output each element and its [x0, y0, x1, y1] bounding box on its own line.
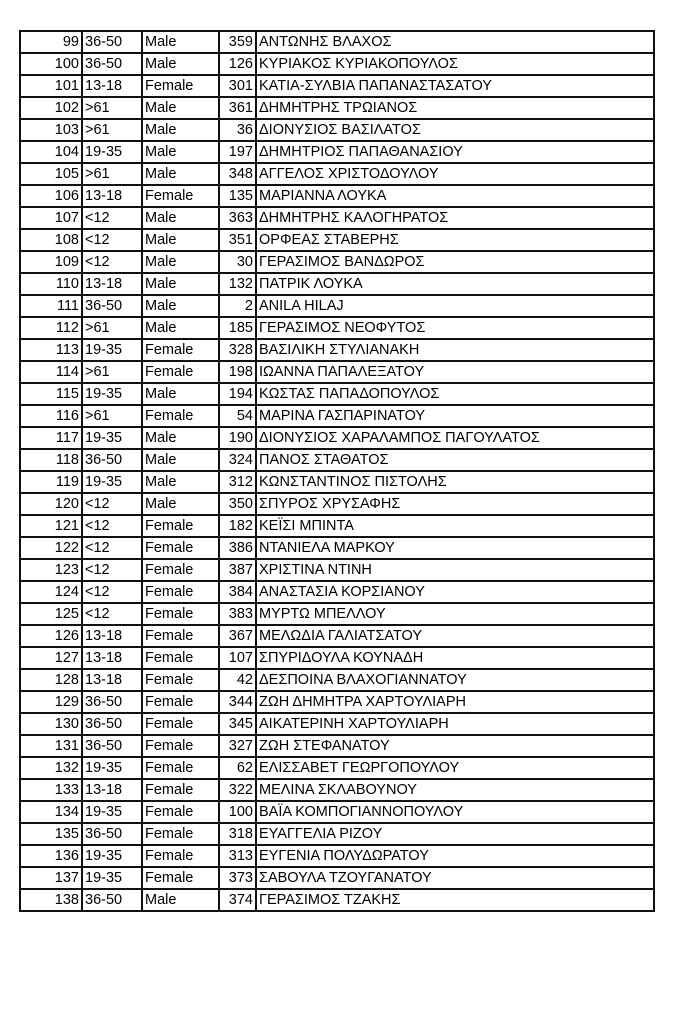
bib-number-cell: 318 [219, 823, 256, 845]
gender-cell: Male [142, 317, 219, 339]
name-cell: ΔΗΜΗΤΡΗΣ ΚΑΛΟΓΗΡΑΤΟΣ [256, 207, 654, 229]
age-group-cell: 19-35 [82, 383, 142, 405]
rank-cell: 108 [20, 229, 82, 251]
rank-cell: 118 [20, 449, 82, 471]
gender-cell: Female [142, 339, 219, 361]
bib-number-cell: 351 [219, 229, 256, 251]
bib-number-cell: 100 [219, 801, 256, 823]
age-group-cell: >61 [82, 405, 142, 427]
bib-number-cell: 374 [219, 889, 256, 911]
rank-cell: 124 [20, 581, 82, 603]
age-group-cell: >61 [82, 119, 142, 141]
age-group-cell: 19-35 [82, 801, 142, 823]
name-cell: ΝΤΑΝΙΕΛΑ ΜΑΡΚΟΥ [256, 537, 654, 559]
age-group-cell: 19-35 [82, 867, 142, 889]
bib-number-cell: 384 [219, 581, 256, 603]
rank-cell: 105 [20, 163, 82, 185]
bib-number-cell: 387 [219, 559, 256, 581]
bib-number-cell: 345 [219, 713, 256, 735]
bib-number-cell: 126 [219, 53, 256, 75]
bib-number-cell: 182 [219, 515, 256, 537]
gender-cell: Male [142, 471, 219, 493]
rank-cell: 134 [20, 801, 82, 823]
age-group-cell: 36-50 [82, 823, 142, 845]
gender-cell: Male [142, 383, 219, 405]
bib-number-cell: 313 [219, 845, 256, 867]
name-cell: ΜΑΡΙΑΝΝΑ ΛΟΥΚΑ [256, 185, 654, 207]
rank-cell: 135 [20, 823, 82, 845]
gender-cell: Male [142, 53, 219, 75]
gender-cell: Female [142, 581, 219, 603]
age-group-cell: 36-50 [82, 53, 142, 75]
age-group-cell: <12 [82, 559, 142, 581]
bib-number-cell: 383 [219, 603, 256, 625]
age-group-cell: 19-35 [82, 845, 142, 867]
age-group-cell: 13-18 [82, 185, 142, 207]
bib-number-cell: 324 [219, 449, 256, 471]
bib-number-cell: 54 [219, 405, 256, 427]
bib-number-cell: 301 [219, 75, 256, 97]
age-group-cell: >61 [82, 317, 142, 339]
gender-cell: Male [142, 295, 219, 317]
rank-cell: 116 [20, 405, 82, 427]
bib-number-cell: 344 [219, 691, 256, 713]
age-group-cell: <12 [82, 207, 142, 229]
name-cell: ΔΙΟΝΥΣΙΟΣ ΧΑΡΑΛΑΜΠΟΣ ΠΑΓΟΥΛΑΤΟΣ [256, 427, 654, 449]
table-row [20, 493, 654, 515]
name-cell: ΜΕΛΩΔΙΑ ΓΑΛΙΑΤΣΑΤΟΥ [256, 625, 654, 647]
age-group-cell: 13-18 [82, 625, 142, 647]
age-group-cell: 36-50 [82, 735, 142, 757]
gender-cell: Female [142, 559, 219, 581]
rank-cell: 103 [20, 119, 82, 141]
gender-cell: Female [142, 75, 219, 97]
age-group-cell: 36-50 [82, 889, 142, 911]
rank-cell: 107 [20, 207, 82, 229]
gender-cell: Male [142, 141, 219, 163]
age-group-cell: 36-50 [82, 31, 142, 53]
table-row [20, 669, 654, 691]
table-row [20, 75, 654, 97]
table-row [20, 185, 654, 207]
gender-cell: Female [142, 779, 219, 801]
bib-number-cell: 322 [219, 779, 256, 801]
bib-number-cell: 194 [219, 383, 256, 405]
name-cell: ΔΗΜΗΤΡΗΣ ΤΡΩΙΑΝΟΣ [256, 97, 654, 119]
table-row [20, 273, 654, 295]
results-table-body [20, 31, 654, 911]
gender-cell: Male [142, 427, 219, 449]
table-row [20, 251, 654, 273]
rank-cell: 121 [20, 515, 82, 537]
age-group-cell: 36-50 [82, 295, 142, 317]
table-row [20, 317, 654, 339]
age-group-cell: 36-50 [82, 713, 142, 735]
age-group-cell: <12 [82, 493, 142, 515]
age-group-cell: 36-50 [82, 691, 142, 713]
age-group-cell: >61 [82, 163, 142, 185]
table-row [20, 361, 654, 383]
name-cell: ΚΑΤΙΑ-ΣΥΛΒΙΑ ΠΑΠΑΝΑΣΤΑΣΑΤΟΥ [256, 75, 654, 97]
table-row [20, 119, 654, 141]
name-cell: ΜΕΛΙΝΑ ΣΚΛΑΒΟΥΝΟΥ [256, 779, 654, 801]
table-row [20, 405, 654, 427]
gender-cell: Male [142, 493, 219, 515]
table-row [20, 779, 654, 801]
gender-cell: Male [142, 97, 219, 119]
table-row [20, 559, 654, 581]
bib-number-cell: 363 [219, 207, 256, 229]
gender-cell: Female [142, 625, 219, 647]
rank-cell: 127 [20, 647, 82, 669]
age-group-cell: 19-35 [82, 471, 142, 493]
name-cell: ΒΑΣΙΛΙΚΗ ΣΤΥΛΙΑΝΑΚΗ [256, 339, 654, 361]
name-cell: ΚΥΡΙΑΚΟΣ ΚΥΡΙΑΚΟΠΟΥΛΟΣ [256, 53, 654, 75]
gender-cell: Female [142, 713, 219, 735]
bib-number-cell: 359 [219, 31, 256, 53]
bib-number-cell: 62 [219, 757, 256, 779]
name-cell: ΒΑΪΑ ΚΟΜΠΟΓΙΑΝΝΟΠΟΥΛΟΥ [256, 801, 654, 823]
rank-cell: 106 [20, 185, 82, 207]
gender-cell: Female [142, 691, 219, 713]
rank-cell: 137 [20, 867, 82, 889]
bib-number-cell: 328 [219, 339, 256, 361]
gender-cell: Male [142, 119, 219, 141]
bib-number-cell: 350 [219, 493, 256, 515]
name-cell: ΖΩΗ ΣΤΕΦΑΝΑΤΟΥ [256, 735, 654, 757]
gender-cell: Female [142, 361, 219, 383]
gender-cell: Female [142, 669, 219, 691]
name-cell: ΕΛΙΣΣΑΒΕΤ ΓΕΩΡΓΟΠΟΥΛΟΥ [256, 757, 654, 779]
bib-number-cell: 185 [219, 317, 256, 339]
table-row [20, 713, 654, 735]
table-row [20, 383, 654, 405]
rank-cell: 111 [20, 295, 82, 317]
gender-cell: Female [142, 823, 219, 845]
name-cell: ΓΕΡΑΣΙΜΟΣ ΤΖΑΚΗΣ [256, 889, 654, 911]
table-row [20, 691, 654, 713]
age-group-cell: <12 [82, 581, 142, 603]
name-cell: ΙΩΑΝΝΑ ΠΑΠΑΛΕΞΑΤΟΥ [256, 361, 654, 383]
table-row [20, 471, 654, 493]
name-cell: ΜΥΡΤΩ ΜΠΕΛΛΟΥ [256, 603, 654, 625]
table-row [20, 515, 654, 537]
table-row [20, 31, 654, 53]
gender-cell: Male [142, 889, 219, 911]
rank-cell: 102 [20, 97, 82, 119]
bib-number-cell: 367 [219, 625, 256, 647]
name-cell: ANILA HILAJ [256, 295, 654, 317]
name-cell: ΣΠΥΡΙΔΟΥΛΑ ΚΟΥΝΑΔΗ [256, 647, 654, 669]
age-group-cell: 19-35 [82, 427, 142, 449]
bib-number-cell: 132 [219, 273, 256, 295]
age-group-cell: 13-18 [82, 647, 142, 669]
name-cell: ΠΑΝΟΣ ΣΤΑΘΑΤΟΣ [256, 449, 654, 471]
gender-cell: Female [142, 757, 219, 779]
table-row [20, 823, 654, 845]
table-row [20, 647, 654, 669]
rank-cell: 125 [20, 603, 82, 625]
bib-number-cell: 327 [219, 735, 256, 757]
bib-number-cell: 135 [219, 185, 256, 207]
bib-number-cell: 107 [219, 647, 256, 669]
gender-cell: Male [142, 31, 219, 53]
rank-cell: 115 [20, 383, 82, 405]
age-group-cell: <12 [82, 251, 142, 273]
name-cell: ΑΙΚΑΤΕΡΙΝΗ ΧΑΡΤΟΥΛΙΑΡΗ [256, 713, 654, 735]
table-row [20, 625, 654, 647]
gender-cell: Male [142, 251, 219, 273]
name-cell: ΖΩΗ ΔΗΜΗΤΡΑ ΧΑΡΤΟΥΛΙΑΡΗ [256, 691, 654, 713]
name-cell: ΕΥΓΕΝΙΑ ΠΟΛΥΔΩΡΑΤΟΥ [256, 845, 654, 867]
table-row [20, 889, 654, 911]
table-row [20, 581, 654, 603]
rank-cell: 131 [20, 735, 82, 757]
bib-number-cell: 36 [219, 119, 256, 141]
bib-number-cell: 373 [219, 867, 256, 889]
bib-number-cell: 386 [219, 537, 256, 559]
rank-cell: 99 [20, 31, 82, 53]
bib-number-cell: 348 [219, 163, 256, 185]
name-cell: ΣΑΒΟΥΛΑ ΤΖΟΥΓΑΝΑΤΟΥ [256, 867, 654, 889]
age-group-cell: <12 [82, 537, 142, 559]
rank-cell: 122 [20, 537, 82, 559]
bib-number-cell: 190 [219, 427, 256, 449]
table-row [20, 867, 654, 889]
table-row [20, 735, 654, 757]
table-row [20, 229, 654, 251]
name-cell: ΚΩΝΣΤΑΝΤΙΝΟΣ ΠΙΣΤΟΛΗΣ [256, 471, 654, 493]
rank-cell: 100 [20, 53, 82, 75]
gender-cell: Female [142, 515, 219, 537]
rank-cell: 112 [20, 317, 82, 339]
age-group-cell: 19-35 [82, 141, 142, 163]
table-row [20, 801, 654, 823]
rank-cell: 138 [20, 889, 82, 911]
age-group-cell: <12 [82, 229, 142, 251]
gender-cell: Female [142, 735, 219, 757]
name-cell: ΧΡΙΣΤΙΝΑ ΝΤΙΝΗ [256, 559, 654, 581]
name-cell: ΔΗΜΗΤΡΙΟΣ ΠΑΠΑΘΑΝΑΣΙΟΥ [256, 141, 654, 163]
table-row [20, 757, 654, 779]
gender-cell: Male [142, 229, 219, 251]
rank-cell: 101 [20, 75, 82, 97]
bib-number-cell: 2 [219, 295, 256, 317]
table-row [20, 537, 654, 559]
table-row [20, 207, 654, 229]
rank-cell: 129 [20, 691, 82, 713]
name-cell: ΔΙΟΝΥΣΙΟΣ ΒΑΣΙΛΑΤΟΣ [256, 119, 654, 141]
name-cell: ΓΕΡΑΣΙΜΟΣ ΒΑΝΔΩΡΟΣ [256, 251, 654, 273]
rank-cell: 119 [20, 471, 82, 493]
name-cell: ΔΕΣΠΟΙΝΑ ΒΛΑΧΟΓΙΑΝΝΑΤΟΥ [256, 669, 654, 691]
gender-cell: Female [142, 603, 219, 625]
bib-number-cell: 42 [219, 669, 256, 691]
name-cell: ΟΡΦΕΑΣ ΣΤΑΒΕΡΗΣ [256, 229, 654, 251]
gender-cell: Male [142, 163, 219, 185]
table-row [20, 97, 654, 119]
age-group-cell: 13-18 [82, 75, 142, 97]
name-cell: ΠΑΤΡΙΚ ΛΟΥΚΑ [256, 273, 654, 295]
gender-cell: Female [142, 405, 219, 427]
gender-cell: Female [142, 647, 219, 669]
rank-cell: 120 [20, 493, 82, 515]
name-cell: ΑΓΓΕΛΟΣ ΧΡΙΣΤΟΔΟΥΛΟΥ [256, 163, 654, 185]
gender-cell: Male [142, 273, 219, 295]
gender-cell: Female [142, 867, 219, 889]
name-cell: ΜΑΡΙΝΑ ΓΑΣΠΑΡΙΝΑΤΟΥ [256, 405, 654, 427]
age-group-cell: 36-50 [82, 449, 142, 471]
rank-cell: 113 [20, 339, 82, 361]
rank-cell: 133 [20, 779, 82, 801]
gender-cell: Female [142, 845, 219, 867]
name-cell: ΓΕΡΑΣΙΜΟΣ ΝΕΟΦΥΤΟΣ [256, 317, 654, 339]
rank-cell: 128 [20, 669, 82, 691]
gender-cell: Female [142, 537, 219, 559]
age-group-cell: >61 [82, 361, 142, 383]
gender-cell: Male [142, 449, 219, 471]
table-row [20, 53, 654, 75]
rank-cell: 123 [20, 559, 82, 581]
rank-cell: 126 [20, 625, 82, 647]
name-cell: ΑΝΤΩΝΗΣ ΒΛΑΧΟΣ [256, 31, 654, 53]
rank-cell: 136 [20, 845, 82, 867]
table-row [20, 427, 654, 449]
age-group-cell: >61 [82, 97, 142, 119]
age-group-cell: 13-18 [82, 779, 142, 801]
name-cell: ΕΥΑΓΓΕΛΙΑ ΡΙΖΟΥ [256, 823, 654, 845]
rank-cell: 109 [20, 251, 82, 273]
rank-cell: 117 [20, 427, 82, 449]
table-row [20, 141, 654, 163]
table-row [20, 603, 654, 625]
bib-number-cell: 312 [219, 471, 256, 493]
gender-cell: Male [142, 207, 219, 229]
rank-cell: 130 [20, 713, 82, 735]
age-group-cell: <12 [82, 515, 142, 537]
name-cell: ΑΝΑΣΤΑΣΙΑ ΚΟΡΣΙΑΝΟΥ [256, 581, 654, 603]
age-group-cell: <12 [82, 603, 142, 625]
table-row [20, 163, 654, 185]
bib-number-cell: 198 [219, 361, 256, 383]
age-group-cell: 19-35 [82, 757, 142, 779]
age-group-cell: 13-18 [82, 273, 142, 295]
gender-cell: Female [142, 801, 219, 823]
results-table [19, 30, 655, 912]
name-cell: ΣΠΥΡΟΣ ΧΡΥΣΑΦΗΣ [256, 493, 654, 515]
bib-number-cell: 197 [219, 141, 256, 163]
table-row [20, 845, 654, 867]
name-cell: ΚΩΣΤΑΣ ΠΑΠΑΔΟΠΟΥΛΟΣ [256, 383, 654, 405]
rank-cell: 114 [20, 361, 82, 383]
age-group-cell: 19-35 [82, 339, 142, 361]
age-group-cell: 13-18 [82, 669, 142, 691]
gender-cell: Female [142, 185, 219, 207]
rank-cell: 132 [20, 757, 82, 779]
bib-number-cell: 361 [219, 97, 256, 119]
rank-cell: 110 [20, 273, 82, 295]
name-cell: ΚΕΪΣΙ ΜΠΙΝΤΑ [256, 515, 654, 537]
bib-number-cell: 30 [219, 251, 256, 273]
table-row [20, 339, 654, 361]
rank-cell: 104 [20, 141, 82, 163]
table-row [20, 449, 654, 471]
table-row [20, 295, 654, 317]
